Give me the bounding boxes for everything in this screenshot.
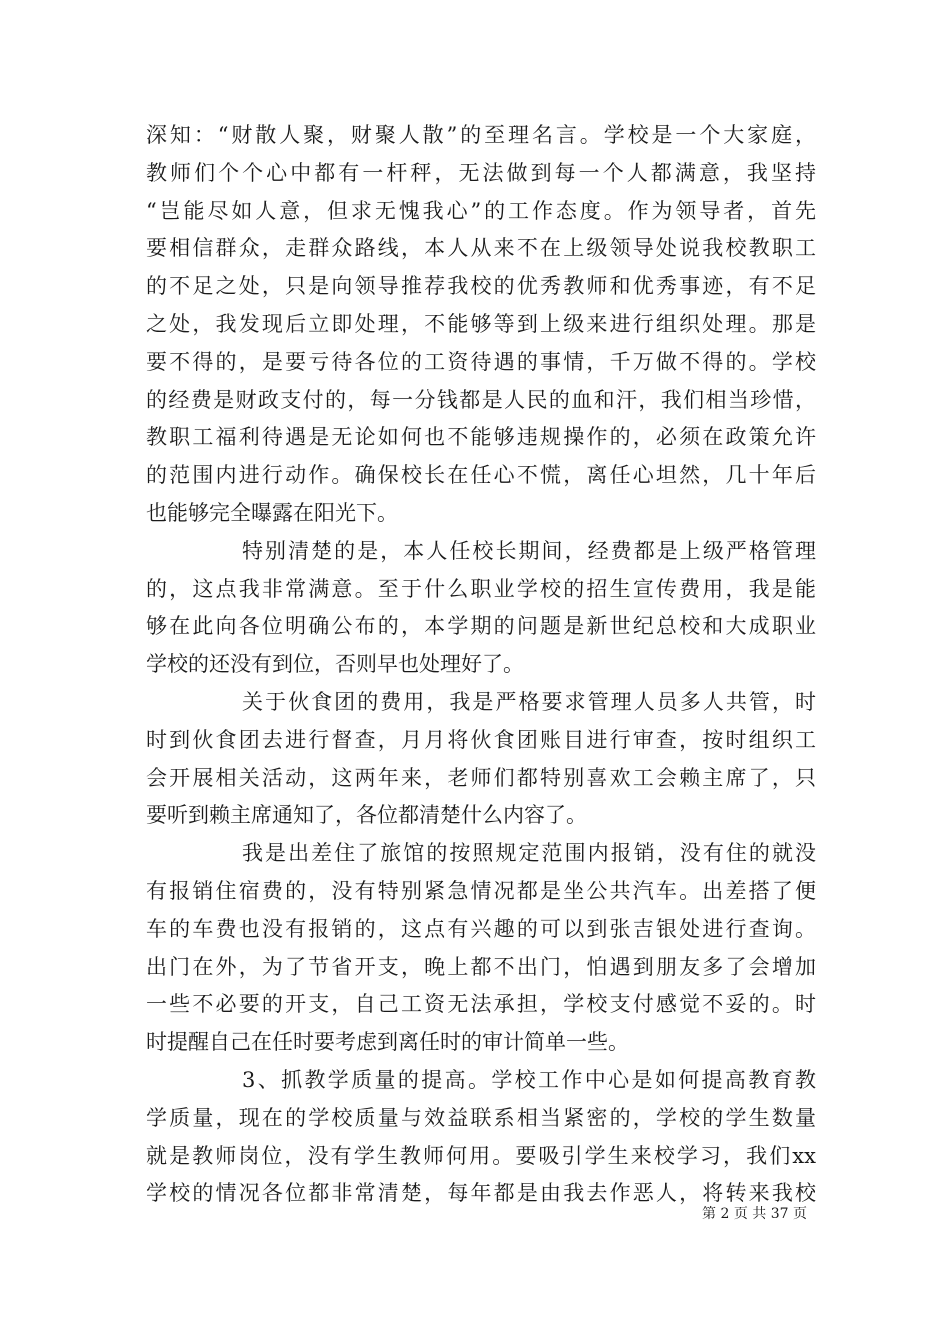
text-line: 一些不必要的开支，自己工资无法承担，学校支付感觉不妥的。时: [146, 992, 816, 1017]
text-line: 时到伙食团去进行督查，月月将伙食团账目进行审查，按时组织工: [146, 727, 816, 752]
page-number-footer: 第 2 页 共 37 页: [702, 1206, 807, 1222]
text-line: 也能够完全曝露在阳光下。: [146, 500, 398, 525]
text-line: 的不足之处，只是向领导推荐我校的优秀教师和优秀事迹，有不足: [146, 274, 816, 299]
text-line: 学质量，现在的学校质量与效益联系相当紧密的，学校的学生数量: [146, 1105, 816, 1130]
text-line: 要不得的，是要亏待各位的工资待遇的事情，千万做不得的。学校: [146, 349, 816, 374]
text-line: 的，这点我非常满意。至于什么职业学校的招生宣传费用，我是能: [146, 576, 816, 601]
text-line: 出门在外，为了节省开支，晚上都不出门，怕遇到朋友多了会增加: [146, 954, 816, 979]
text-line: 教师们个个心中都有一杆秤，无法做到每一个人都满意，我坚持: [146, 160, 816, 185]
paragraph-first-line: 我是出差住了旅馆的按照规定范围内报销，没有住的就没: [242, 841, 816, 866]
text-line: 的范围内进行动作。确保校长在任心不慌，离任心坦然，几十年后: [146, 463, 816, 488]
body-text: [146, 117, 816, 1213]
text-line: 教职工福利待遇是无论如何也不能够违规操作的，必须在政策允许: [146, 425, 816, 450]
text-line: 之处，我发现后立即处理，不能够等到上级来进行组织处理。那是: [146, 311, 816, 336]
paragraph-first-line: 3、抓教学质量的提高。学校工作中心是如何提高教育教: [242, 1067, 816, 1092]
text-line: 够在此向各位明确公布的，本学期的问题是新世纪总校和大成职业: [146, 614, 816, 639]
text-line: 学校的情况各位都非常清楚，每年都是由我去作恶人，将转来我校: [146, 1181, 816, 1206]
text-line: 会开展相关活动，这两年来，老师们都特别喜欢工会赖主席了，只: [146, 765, 816, 790]
text-line: 有报销住宿费的，没有特别紧急情况都是坐公共汽车。出差搭了便: [146, 878, 816, 903]
text-line: 时提醒自己在任时要考虑到离任时的审计简单一些。: [146, 1030, 629, 1055]
text-line: 就是教师岗位，没有学生教师何用。要吸引学生来校学习，我们xx: [146, 1143, 816, 1168]
text-line: “岂能尽如人意，但求无愧我心”的工作态度。作为领导者，首先: [146, 198, 816, 223]
paragraph-first-line: 特别清楚的是，本人任校长期间，经费都是上级严格管理: [242, 538, 816, 563]
text-line: 车的车费也没有报销的，这点有兴趣的可以到张吉银处进行查询。: [146, 916, 816, 941]
text-line: 的经费是财政支付的，每一分钱都是人民的血和汗，我们相当珍惜，: [146, 387, 816, 412]
text-line: 要相信群众，走群众路线，本人从来不在上级领导处说我校教职工: [146, 236, 816, 261]
text-line: 深知：“财散人聚，财聚人散”的至理名言。学校是一个大家庭，: [146, 123, 816, 147]
text-line: 学校的还没有到位，否则早也处理好了。: [146, 652, 524, 677]
text-line: 要听到赖主席通知了，各位都清楚什么内容了。: [146, 803, 587, 828]
paragraph-first-line: 关于伙食团的费用，我是严格要求管理人员多人共管，时: [242, 689, 816, 714]
